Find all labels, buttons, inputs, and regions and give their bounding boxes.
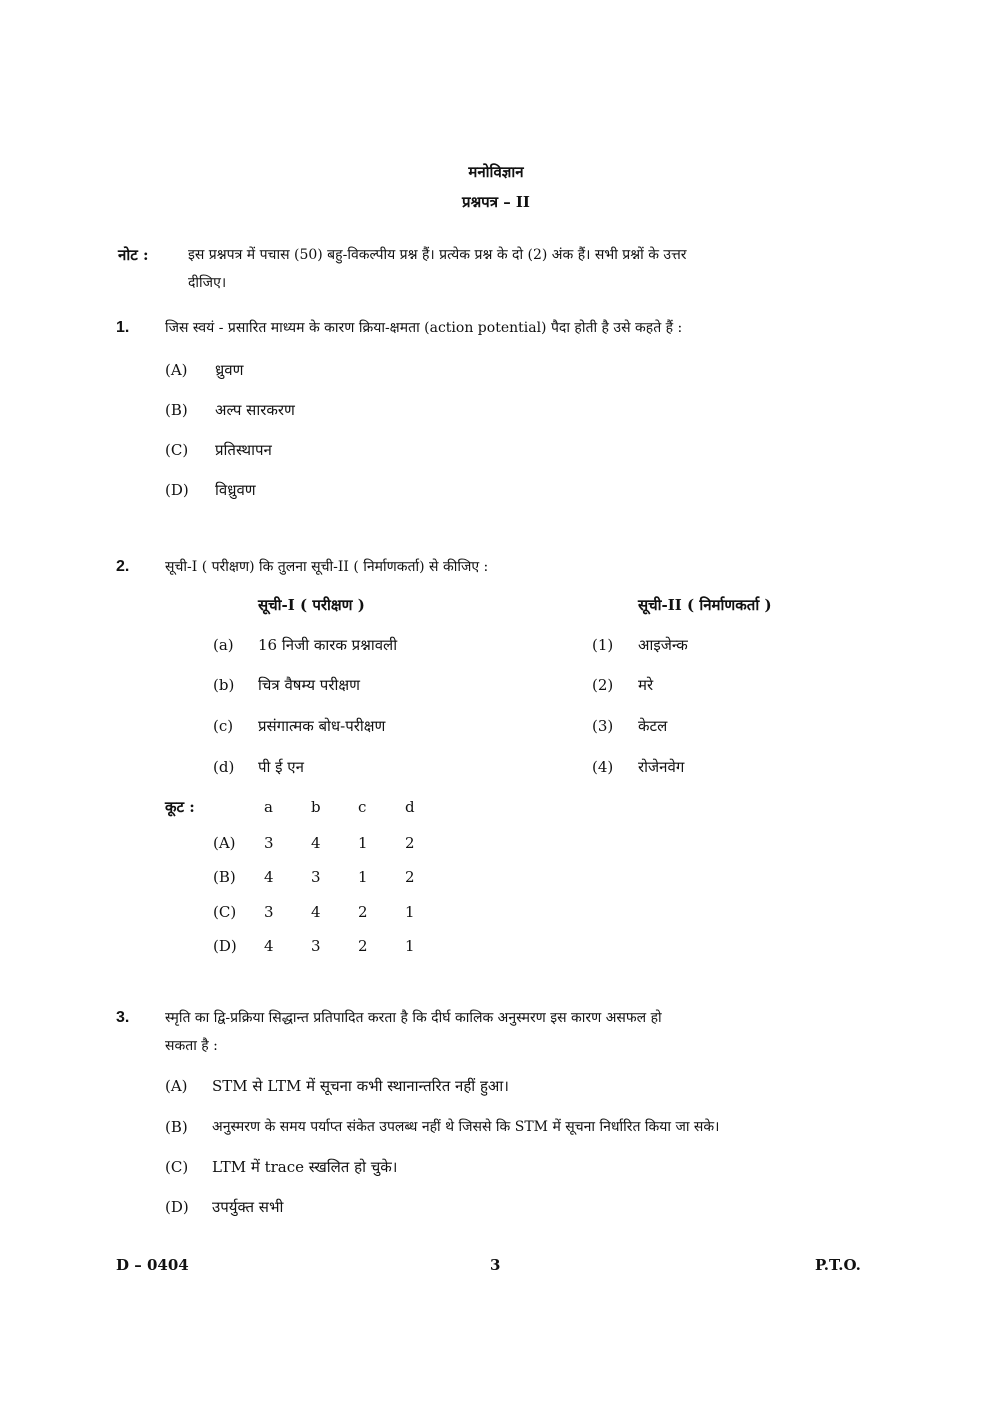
paper-title: प्रश्नपत्र – II (462, 193, 530, 211)
list2-item-text: केटल (638, 717, 668, 735)
q1-option-d-text: विध्रुवण (215, 481, 256, 499)
q3-option-d-text: उपर्युक्त सभी (212, 1198, 284, 1216)
codes-column-header: b (311, 798, 321, 816)
list1-item-label: (a) (213, 636, 234, 654)
list2-item-text: मरे (638, 676, 654, 694)
q3-option-d-label: (D) (165, 1198, 189, 1216)
question-3-text-cont: सकता है : (165, 1038, 218, 1054)
q3-option-c-text: LTM में trace स्खलित हो चुके। (212, 1158, 398, 1176)
codes-cell: 2 (405, 834, 415, 852)
codes-cell: 1 (405, 903, 415, 921)
codes-cell: 1 (405, 937, 415, 955)
note-text-cont: दीजिए। (188, 275, 227, 291)
list2-item-label: (3) (592, 717, 614, 735)
q3-option-a-text: STM से LTM में सूचना कभी स्थानान्तरित नहीं हुआ। (212, 1077, 509, 1095)
question-1-number: 1. (116, 319, 130, 336)
codes-row-label: (C) (213, 903, 237, 921)
list1-item-label: (b) (213, 676, 235, 694)
q1-option-a-text: ध्रुवण (215, 361, 244, 379)
q3-option-b-text: अनुस्मरण के समय पर्याप्त संकेत उपलब्ध नहीं थे जिससे कि STM में सूचना निर्धारित किया जा सके। (212, 1119, 720, 1135)
codes-cell: 2 (405, 868, 415, 886)
footer-code: D – 0404 (116, 1256, 189, 1274)
q3-option-b-label: (B) (165, 1118, 188, 1136)
codes-column-header: d (405, 798, 415, 816)
codes-cell: 2 (358, 903, 368, 921)
question-3-number: 3. (116, 1009, 130, 1026)
list2-item-label: (2) (592, 676, 614, 694)
codes-row-label: (B) (213, 868, 236, 886)
codes-row-label: (D) (213, 937, 237, 955)
codes-row-label: (A) (213, 834, 236, 852)
question-2-number: 2. (116, 558, 130, 575)
codes-cell: 3 (311, 868, 321, 886)
list2-item-text: रोजेनवेग (638, 758, 685, 776)
subject-title: मनोविज्ञान (468, 163, 524, 181)
q1-option-d-label: (D) (165, 481, 189, 499)
question-1-text: जिस स्वयं - प्रसारित माध्यम के कारण क्रिया-क्षमता (action potential) पैदा होती है उसे कहते हैं : (165, 320, 683, 336)
codes-cell: 4 (311, 834, 321, 852)
q3-option-c-label: (C) (165, 1158, 189, 1176)
list1-item-text: प्रसंगात्मक बोध-परीक्षण (258, 717, 386, 735)
codes-cell: 3 (264, 903, 274, 921)
list2-item-label: (4) (592, 758, 614, 776)
note-text: इस प्रश्नपत्र में पचास (50) बहु-विकल्पीय प्रश्न हैं। प्रत्येक प्रश्न के दो (2) अंक हैं। सभी प्रश्नों के उत्तर (188, 247, 687, 263)
codes-label: कूट : (165, 798, 195, 816)
pto-label: P.T.O. (815, 1256, 861, 1274)
codes-cell: 4 (264, 868, 274, 886)
q1-option-c-text: प्रतिस्थापन (215, 441, 272, 459)
page-number: 3 (490, 1256, 501, 1274)
codes-cell: 1 (358, 868, 368, 886)
codes-cell: 2 (358, 937, 368, 955)
q3-option-a-label: (A) (165, 1077, 188, 1095)
list2-item-label: (1) (592, 636, 614, 654)
list1-item-text: चित्र वैषम्य परीक्षण (258, 676, 360, 694)
question-3-text: स्मृति का द्वि-प्रक्रिया सिद्धान्त प्रतिपादित करता है कि दीर्घ कालिक अनुस्मरण इस कारण असफल हो (165, 1010, 662, 1026)
note-label: नोट : (118, 246, 149, 264)
list1-item-label: (c) (213, 717, 234, 735)
codes-cell: 1 (358, 834, 368, 852)
list2-item-text: आइजेन्क (638, 636, 688, 654)
q1-option-c-label: (C) (165, 441, 189, 459)
codes-cell: 4 (311, 903, 321, 921)
codes-cell: 3 (311, 937, 321, 955)
codes-cell: 4 (264, 937, 274, 955)
codes-cell: 3 (264, 834, 274, 852)
codes-column-header: c (358, 798, 367, 816)
q1-option-b-text: अल्प सारकरण (215, 401, 295, 419)
list1-item-text: 16 निजी कारक प्रश्नावली (258, 636, 398, 654)
q1-option-a-label: (A) (165, 361, 188, 379)
list1-item-label: (d) (213, 758, 235, 776)
q1-option-b-label: (B) (165, 401, 188, 419)
list2-header: सूची-II ( निर्माणकर्ता ) (638, 596, 772, 614)
list1-header: सूची-I ( परीक्षण ) (258, 596, 365, 614)
question-2-text: सूची-I ( परीक्षण) कि तुलना सूची-II ( निर्माणकर्ता) से कीजिए : (165, 559, 489, 575)
codes-column-header: a (264, 798, 273, 816)
list1-item-text: पी ई एन (258, 758, 304, 776)
